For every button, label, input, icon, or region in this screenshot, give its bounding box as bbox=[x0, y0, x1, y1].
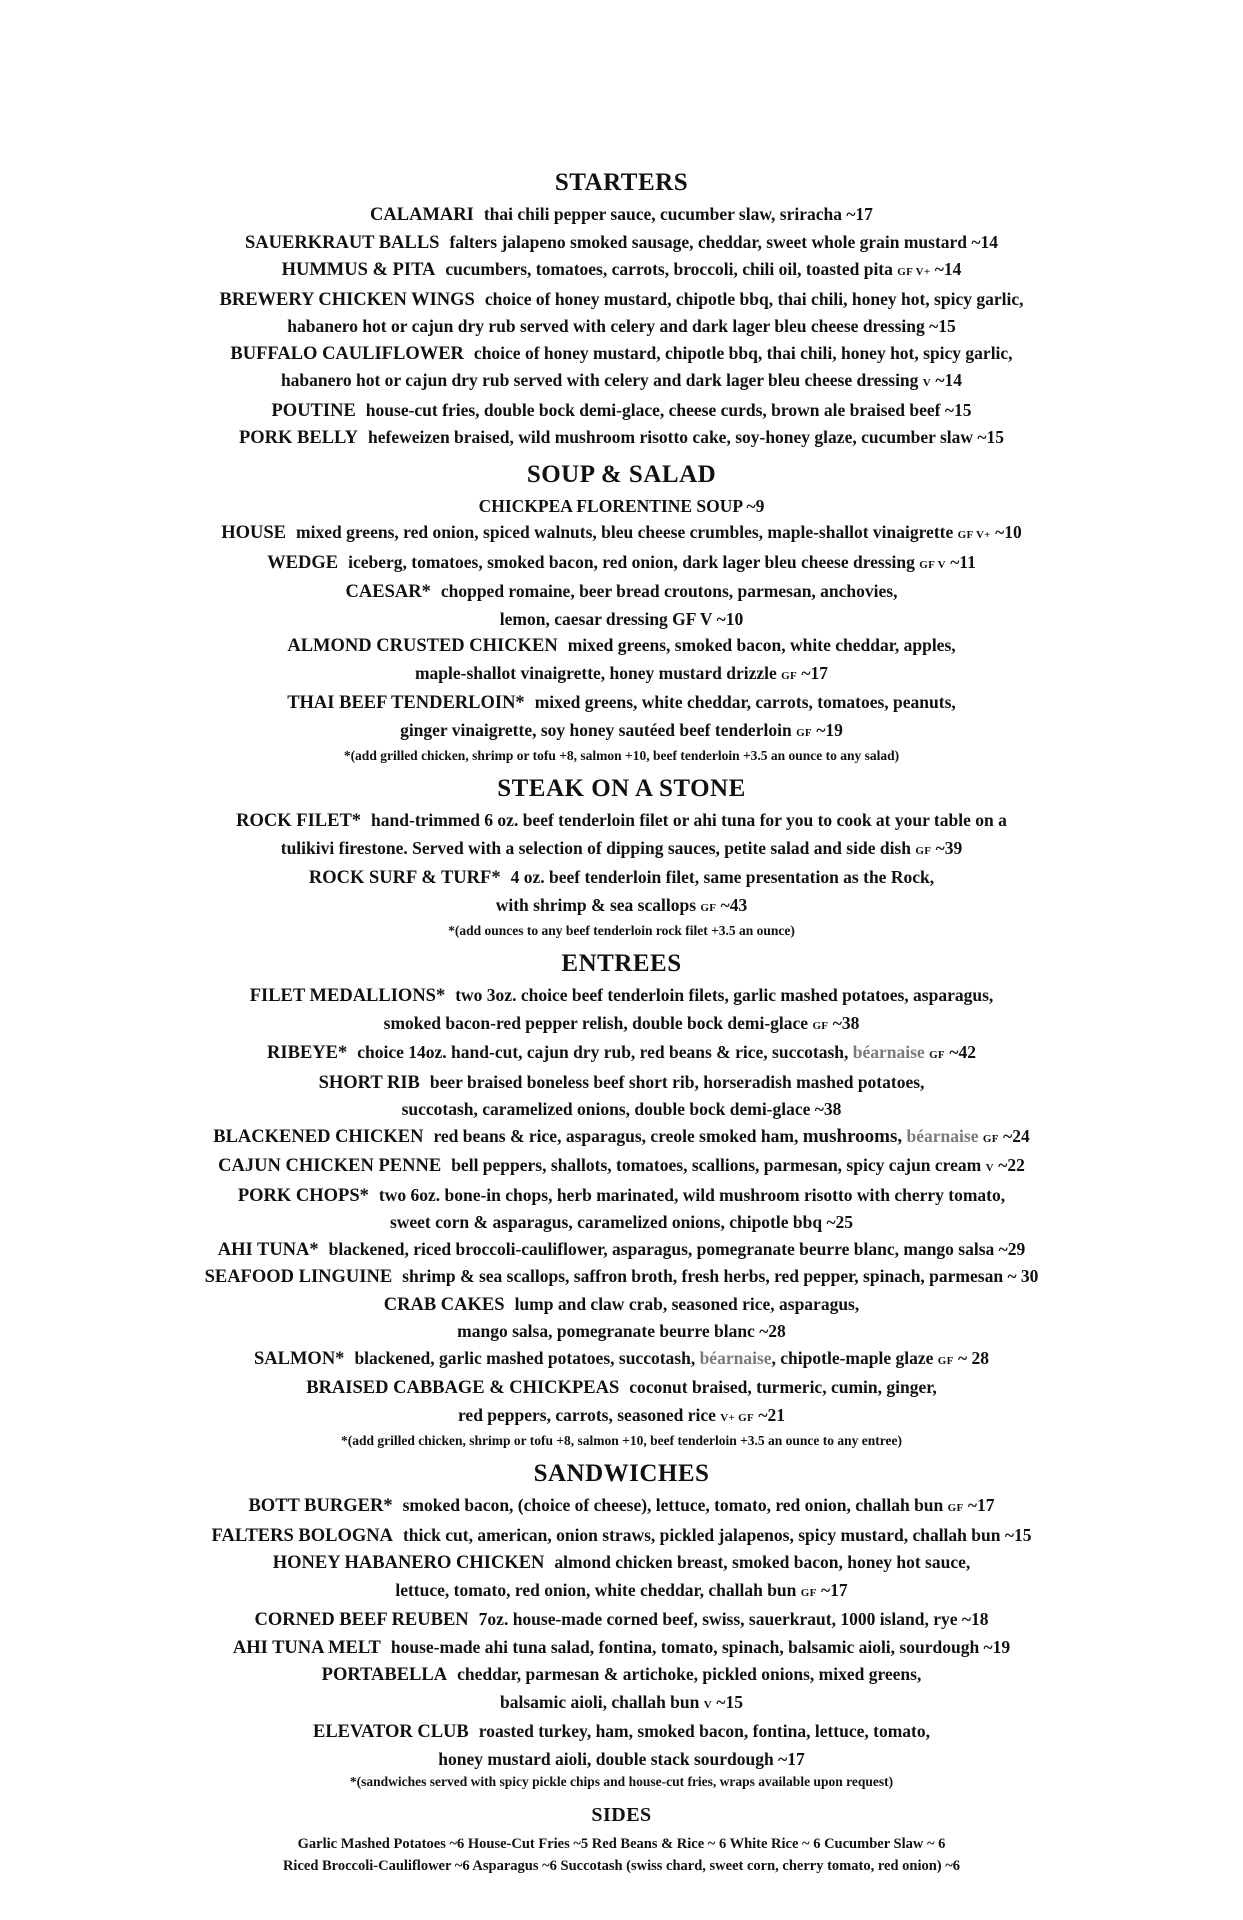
dietary-tag: GF bbox=[982, 1132, 999, 1145]
item-description: mango salsa, pomegranate beurre blanc ~28 bbox=[457, 1321, 786, 1341]
item-name: BOTT BURGER* bbox=[248, 1496, 393, 1516]
dietary-tag: V bbox=[922, 377, 932, 389]
item-name: CRAB CAKES bbox=[383, 1294, 505, 1315]
item-description: ~14 bbox=[931, 370, 963, 390]
item-description: habanero hot or cajun dry rub served with celery and dark lager bleu cheese dressing bbox=[280, 370, 923, 390]
item-description: ~10 bbox=[990, 522, 1022, 542]
section-note: *(add ounces to any beef tenderloin rock filet +3.5 an ounce) bbox=[448, 923, 795, 938]
item-description: house-cut fries, double bock demi-glace, cheese curds, brown ale braised beef ~15 bbox=[365, 399, 972, 420]
item-description: red beans & rice, asparagus, creole smoked ham, bbox=[433, 1125, 803, 1146]
menu-section-starters bbox=[0, 168, 1243, 452]
item-description: choice of honey mustard, chipotle bbq, thai chili, honey hot, spicy garlic, bbox=[473, 342, 1013, 363]
item-description: , chipotle-maple glaze bbox=[771, 1347, 938, 1368]
item-description: ~ 28 bbox=[953, 1347, 989, 1368]
item-description: ~19 bbox=[811, 719, 843, 740]
menu-line bbox=[0, 1746, 1243, 1773]
item-description: sweet corn & asparagus, caramelized onions, chipotle bbq ~25 bbox=[389, 1212, 854, 1232]
menu-line bbox=[0, 424, 1243, 452]
item-description: ~39 bbox=[931, 837, 963, 858]
dietary-tag: GF bbox=[929, 1049, 945, 1061]
item-description: ~24 bbox=[998, 1125, 1030, 1146]
menu-line bbox=[0, 578, 1243, 606]
menu-line bbox=[0, 1069, 1243, 1097]
item-description: falters jalapeno smoked sausage, cheddar, sweet whole grain mustard ~14 bbox=[449, 231, 998, 252]
item-name: CAESAR* bbox=[345, 582, 431, 602]
dietary-tag: V bbox=[703, 1698, 712, 1711]
menu-line bbox=[0, 632, 1243, 660]
menu-line bbox=[0, 717, 1243, 747]
section-title: STEAK ON A STONE bbox=[497, 775, 746, 802]
item-description: ~15 bbox=[712, 1691, 743, 1712]
dietary-tag: GF V bbox=[919, 558, 946, 571]
item-description: thai chili pepper sauce, cucumber slaw, sriracha ~17 bbox=[483, 204, 873, 224]
item-name: BREWERY CHICKEN WINGS bbox=[219, 289, 475, 310]
item-description: roasted turkey, ham, smoked bacon, fontina, lettuce, tomato, bbox=[478, 1721, 931, 1741]
item-description: cheddar, parmesan & artichoke, pickled onions, mixed greens, bbox=[457, 1664, 922, 1684]
item-name: SALMON* bbox=[253, 1348, 345, 1369]
item-description: iceberg, tomatoes, smoked bacon, red onion, dark lager bleu cheese dressing bbox=[348, 551, 920, 572]
item-name: HUMMUS & PITA bbox=[281, 260, 436, 280]
item-description: mixed greens, smoked bacon, white cheddar, apples, bbox=[567, 635, 956, 655]
item-description: ~17 bbox=[816, 1579, 848, 1600]
dietary-tag: GF bbox=[812, 1019, 829, 1032]
menu-line bbox=[0, 1577, 1243, 1607]
item-description: ~38 bbox=[828, 1012, 860, 1033]
item-name: BLACKENED CHICKEN bbox=[213, 1126, 424, 1147]
section-title: ENTREES bbox=[561, 950, 682, 977]
dietary-tag: GF bbox=[800, 1586, 817, 1599]
item-name: ROCK FILET* bbox=[236, 811, 362, 831]
item-name: SEAFOOD LINGUINE bbox=[204, 1267, 393, 1287]
menu-line bbox=[0, 1492, 1243, 1522]
sauce-highlight: béarnaise bbox=[906, 1125, 979, 1146]
item-description: Riced Broccoli-Cauliflower ~6 Asparagus ~6 Succotash (swiss chard, sweet corn, cherry tomato, red onion) ~6 bbox=[282, 1858, 961, 1874]
item-description: two 6oz. bone-in chops, herb marinated, wild mushroom risotto with cherry tomato, bbox=[378, 1184, 1006, 1205]
item-description: hand-trimmed 6 oz. beef tenderloin filet or ahi tuna for you to cook at your table on a bbox=[371, 810, 1007, 830]
menu-line bbox=[0, 1402, 1243, 1432]
menu-line bbox=[0, 313, 1243, 340]
item-name: POUTINE bbox=[271, 400, 356, 421]
menu-line bbox=[0, 835, 1243, 865]
item-name: ELEVATOR CLUB bbox=[312, 1722, 469, 1742]
item-name: PORK CHOPS* bbox=[237, 1185, 369, 1206]
menu-line bbox=[0, 256, 1243, 286]
item-description: bell peppers, shallots, tomatoes, scallions, parmesan, spicy cajun cream bbox=[451, 1155, 986, 1175]
item-description: cucumbers, tomatoes, carrots, broccoli, chili oil, toasted pita bbox=[445, 259, 898, 279]
section-title: SOUP & SALAD bbox=[526, 460, 717, 488]
item-description: ~17 bbox=[797, 662, 829, 683]
item-description: chopped romaine, beer bread croutons, parmesan, anchovies, bbox=[440, 581, 898, 601]
item-description: ~17 bbox=[963, 1495, 995, 1515]
dietary-tag: GF bbox=[937, 1354, 954, 1367]
item-description: mushrooms, bbox=[802, 1125, 903, 1147]
item-description: choice 14oz. hand-cut, cajun dry rub, red beans & rice, succotash, bbox=[357, 1042, 853, 1062]
dietary-tag: V bbox=[985, 1162, 994, 1174]
item-description: house-made ahi tuna salad, fontina, tomato, spinach, balsamic aioli, sourdough ~19 bbox=[390, 1636, 1011, 1657]
item-description: tulikivi firestone. Served with a selection of dipping sauces, petite salad and side dish bbox=[280, 837, 916, 858]
dietary-tag: GF V+ bbox=[897, 266, 931, 278]
item-name: AHI TUNA* bbox=[217, 1239, 319, 1260]
dietary-tag: GF bbox=[796, 726, 812, 739]
dietary-tag: GF bbox=[781, 669, 798, 682]
menu-line bbox=[0, 340, 1243, 368]
menu-line bbox=[0, 807, 1243, 835]
item-description: beer braised boneless beef short rib, horseradish mashed potatoes, bbox=[429, 1071, 925, 1092]
item-name: WEDGE bbox=[267, 552, 339, 573]
section-title: SANDWICHES bbox=[533, 1460, 710, 1487]
item-name: THAI BEEF TENDERLOIN* bbox=[287, 693, 525, 713]
item-description: with shrimp & sea scallops bbox=[495, 894, 701, 915]
item-description: almond chicken breast, smoked bacon, honey hot sauce, bbox=[554, 1552, 971, 1572]
menu-line bbox=[0, 1855, 1243, 1877]
menu-line bbox=[0, 660, 1243, 690]
menu-line bbox=[0, 1345, 1243, 1375]
item-description: honey mustard aioli, double stack sourdough ~17 bbox=[438, 1748, 805, 1769]
item-description: mixed greens, red onion, spiced walnuts, bleu cheese crumbles, maple-shallot vinaigrette bbox=[296, 522, 958, 542]
sauce-highlight: béarnaise bbox=[852, 1042, 925, 1062]
menu-line bbox=[0, 201, 1243, 229]
menu-line bbox=[0, 367, 1243, 397]
menu-line bbox=[0, 519, 1243, 549]
item-description: lettuce, tomato, red onion, white cheddar, challah bun bbox=[395, 1579, 801, 1600]
menu-line bbox=[0, 493, 1243, 520]
menu-line bbox=[0, 1010, 1243, 1040]
item-name: SAUERKRAUT BALLS bbox=[245, 232, 440, 253]
menu-line bbox=[0, 1522, 1243, 1550]
item-name: AHI TUNA MELT bbox=[232, 1637, 381, 1658]
item-description: blackened, garlic mashed potatoes, succotash, bbox=[354, 1347, 700, 1368]
menu-line bbox=[0, 397, 1243, 425]
menu-line bbox=[0, 1209, 1243, 1236]
item-name: CORNED BEEF REUBEN bbox=[254, 1610, 469, 1630]
section-title: SIDES bbox=[591, 1804, 652, 1826]
section-note: *(add grilled chicken, shrimp or tofu +8, salmon +10, beef tenderloin +3.5 an ounce to any entree) bbox=[340, 1433, 903, 1448]
item-description: blackened, riced broccoli-cauliflower, asparagus, pomegranate beurre blanc, mango salsa ~29 bbox=[328, 1238, 1026, 1259]
item-description: choice of honey mustard, chipotle bbq, thai chili, honey hot, spicy garlic, bbox=[484, 288, 1024, 309]
menu-line bbox=[0, 1318, 1243, 1345]
item-name: CAJUN CHICKEN PENNE bbox=[218, 1156, 442, 1176]
item-description: balsamic aioli, challah bun bbox=[500, 1691, 704, 1712]
item-name: HONEY HABANERO CHICKEN bbox=[272, 1553, 545, 1573]
item-description: mixed greens, white cheddar, carrots, tomatoes, peanuts, bbox=[534, 692, 956, 712]
item-name: PORTABELLA bbox=[321, 1665, 448, 1685]
menu-line bbox=[0, 982, 1243, 1010]
item-description: maple-shallot vinaigrette, honey mustard drizzle bbox=[414, 662, 782, 683]
item-description: smoked bacon-red pepper relish, double bock demi-glace bbox=[383, 1012, 813, 1033]
section-title: STARTERS bbox=[554, 169, 689, 196]
dietary-tag: V+ GF bbox=[720, 1411, 755, 1424]
item-description: red peppers, carrots, seasoned rice bbox=[457, 1404, 721, 1425]
dietary-tag: GF bbox=[915, 844, 932, 857]
item-name: BRAISED CABBAGE & CHICKPEAS bbox=[306, 1378, 620, 1398]
menu-line bbox=[0, 1718, 1243, 1746]
dietary-tag: GF V+ bbox=[957, 529, 991, 541]
item-description: ~21 bbox=[754, 1404, 786, 1425]
menu-line bbox=[0, 229, 1243, 257]
item-name: CALAMARI bbox=[370, 205, 474, 225]
menu-line bbox=[0, 549, 1243, 579]
menu-section-entrees bbox=[0, 949, 1243, 1451]
menu-line bbox=[0, 1152, 1243, 1182]
item-name: HOUSE bbox=[221, 523, 287, 543]
item-description: ~22 bbox=[993, 1155, 1025, 1175]
menu-line bbox=[0, 1039, 1243, 1069]
item-description: ~14 bbox=[930, 259, 962, 279]
menu-line bbox=[0, 1236, 1243, 1264]
menu-section-soup-salad bbox=[0, 460, 1243, 767]
menu-line bbox=[0, 1374, 1243, 1402]
section-note: *(sandwiches served with spicy pickle chips and house-cut fries, wraps available upon request) bbox=[349, 1774, 894, 1789]
item-name: RIBEYE* bbox=[267, 1043, 348, 1063]
section-note: *(add grilled chicken, shrimp or tofu +8, salmon +10, beef tenderloin +3.5 an ounce to any salad) bbox=[343, 748, 900, 763]
item-description: 4 oz. beef tenderloin filet, same presentation as the Rock, bbox=[510, 867, 935, 887]
item-description: 7oz. house-made corned beef, swiss, sauerkraut, 1000 island, rye ~18 bbox=[478, 1609, 989, 1629]
item-description: succotash, caramelized onions, double bock demi-glace ~38 bbox=[401, 1099, 842, 1119]
item-description: shrimp & sea scallops, saffron broth, fresh herbs, red pepper, spinach, parmesan ~ 30 bbox=[402, 1266, 1039, 1286]
item-name: FALTERS BOLOGNA bbox=[211, 1525, 393, 1546]
item-description: hefeweizen braised, wild mushroom risotto cake, soy-honey glaze, cucumber slaw ~15 bbox=[368, 427, 1005, 447]
menu-line bbox=[0, 1182, 1243, 1210]
item-description: thick cut, american, onion straws, pickled jalapenos, spicy mustard, challah bun ~15 bbox=[402, 1524, 1032, 1545]
menu-line bbox=[0, 1123, 1243, 1153]
menu-line bbox=[0, 1263, 1243, 1291]
menu-page bbox=[0, 160, 1243, 1877]
menu-line bbox=[0, 606, 1243, 633]
menu-line bbox=[0, 1606, 1243, 1634]
menu-line bbox=[0, 1661, 1243, 1689]
item-name: FILET MEDALLIONS* bbox=[249, 986, 446, 1006]
item-name: PORK BELLY bbox=[238, 428, 359, 448]
menu-line bbox=[0, 1291, 1243, 1319]
item-name: BUFFALO CAULIFLOWER bbox=[230, 343, 464, 364]
item-description: coconut braised, turmeric, cumin, ginger, bbox=[629, 1377, 937, 1397]
item-description: habanero hot or cajun dry rub served with celery and dark lager bleu cheese dressing ~15 bbox=[287, 316, 956, 336]
item-description: lump and claw crab, seasoned rice, asparagus, bbox=[514, 1293, 860, 1314]
item-description: ~42 bbox=[944, 1042, 976, 1062]
item-description: smoked bacon, (choice of cheese), lettuce, tomato, red onion, challah bun bbox=[402, 1495, 948, 1515]
menu-line bbox=[0, 689, 1243, 717]
item-description: CHICKPEA FLORENTINE SOUP ~9 bbox=[478, 495, 765, 516]
menu-line bbox=[0, 1689, 1243, 1719]
dietary-tag: GF bbox=[947, 1502, 964, 1514]
menu-line bbox=[0, 1549, 1243, 1577]
menu-line bbox=[0, 1833, 1243, 1855]
menu-line bbox=[0, 286, 1243, 314]
item-name: SHORT RIB bbox=[318, 1072, 420, 1093]
menu-line bbox=[0, 1096, 1243, 1123]
item-description: ~11 bbox=[945, 551, 976, 572]
item-description: ~43 bbox=[716, 894, 748, 915]
item-name: ALMOND CRUSTED CHICKEN bbox=[287, 636, 558, 656]
menu-section-steak-on-a-stone bbox=[0, 774, 1243, 941]
dietary-tag: GF bbox=[700, 901, 717, 914]
menu-line bbox=[0, 1634, 1243, 1662]
item-description: two 3oz. choice beef tenderloin filets, garlic mashed potatoes, asparagus, bbox=[455, 985, 994, 1005]
item-description: lemon, caesar dressing GF V ~10 bbox=[499, 608, 744, 629]
menu-line bbox=[0, 864, 1243, 892]
item-description: Garlic Mashed Potatoes ~6 House-Cut Fries ~5 Red Beans & Rice ~ 6 White Rice ~ 6 Cucumber Slaw ~ 6 bbox=[297, 1836, 946, 1852]
item-description: ginger vinaigrette, soy honey sautéed beef tenderloin bbox=[400, 719, 797, 740]
menu-line bbox=[0, 892, 1243, 922]
item-name: ROCK SURF & TURF* bbox=[308, 868, 501, 888]
sauce-highlight: béarnaise bbox=[699, 1347, 772, 1368]
menu-section-sandwiches bbox=[0, 1459, 1243, 1792]
menu-section-sides bbox=[0, 1800, 1243, 1877]
